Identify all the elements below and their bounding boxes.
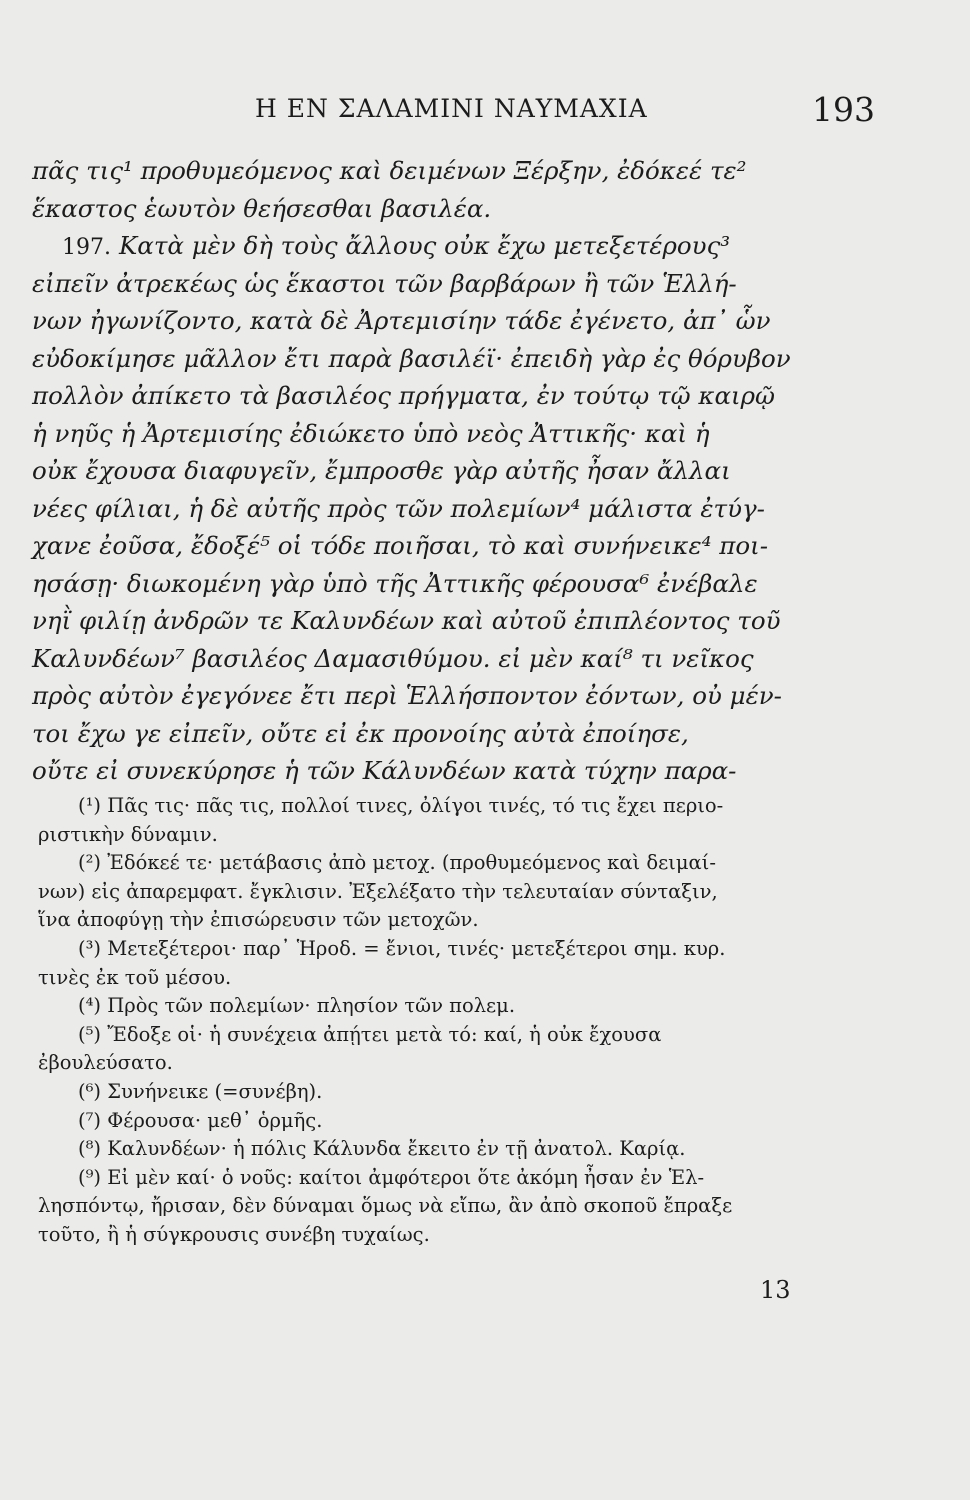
footnotes: [38, 792, 848, 1250]
text-line-content: Κατὰ μὲν δὴ τοὺς ἄλλους οὐκ ἔχω μετεξετέρους³: [118, 231, 731, 260]
footnote-line: (⁴) Πρὸς τῶν πολεμίων· πλησίον τῶν πολεμ.: [78, 994, 516, 1018]
footnote-line: (²) Ἐδόκεέ τε· μετάβασις ἀπὸ μετοχ. (προθυμεόμενος καὶ δειμαί-: [78, 851, 716, 875]
footnote-line: ἵνα ἀποφύγῃ τὴν ἐπισώρευσιν τῶν μετοχῶν.: [38, 908, 479, 932]
footnote-line: ἐβουλεύσατο.: [38, 1051, 173, 1075]
footnote-line: (³) Μετεξέτεροι· παρ᾿ Ἡροδ. = ἔνιοι, τινές· μετεξέτεροι σημ. κυρ.: [78, 936, 726, 960]
text-line: νηῒ φιλίῃ ἀνδρῶν τε Καλυνδέων καὶ αὐτοῦ ἐπιπλέοντος τοῦ: [32, 606, 781, 635]
text-line: νων ἠγωνίζοντο, κατὰ δὲ Ἀρτεμισίην τάδε ἐγένετο, ἀπ᾿ ὧν: [32, 306, 771, 335]
chapter-number: 197.: [62, 235, 111, 260]
footnote-line: ριστικὴν δύναμιν.: [38, 822, 218, 846]
footnote-line: τοῦτο, ἢ ἡ σύγκρουσις συνέβη τυχαίως.: [38, 1222, 430, 1246]
footnote-line: νων) εἰς ἀπαρεμφατ. ἔγκλισιν. Ἐξελέξατο τὴν τελευταίαν σύνταξιν,: [38, 879, 718, 903]
signature-mark: 13: [760, 1276, 791, 1304]
text-line: εὐδοκίμησε μᾶλλον ἔτι παρὰ βασιλέϊ· ἐπειδὴ γὰρ ἐς θόρυβον: [32, 343, 791, 373]
page-number: 193: [812, 90, 875, 129]
text-line: ἡ νηῦς ἡ Ἀρτεμισίης ἐδιώκετο ὑπὸ νεὸς Ἀττικῆς· καὶ ἡ: [32, 418, 710, 448]
footnote-line: (⁹) Εἰ μὲν καί· ὁ νοῦς: καίτοι ἀμφότεροι ὅτε ἀκόμη ἦσαν ἐν Ἑλ-: [78, 1165, 705, 1189]
footnote-line: τινὲς ἐκ τοῦ μέσου.: [38, 965, 232, 989]
text-line: Καλυνδέων⁷ βασιλέος Δαμασιθύμου. εἰ μὲν καί⁸ τι νεῖκος: [32, 643, 754, 673]
text-line: [32, 227, 862, 265]
footnote-line: (⁶) Συνήνεικε (=συνέβη).: [78, 1079, 323, 1103]
footnote-line: λησπόντῳ, ἤρισαν, δὲν δύναμαι ὅμως νὰ εἴπω, ἂν ἀπὸ σκοποῦ ἔπραξε: [38, 1194, 733, 1218]
text-line: οὔτε εἰ συνεκύρησε ἡ τῶν Κάλυνδέων κατὰ τύχην παρα-: [32, 756, 737, 785]
text-line: χανε ἐοῦσα, ἔδοξέ⁵ οἱ τόδε ποιῆσαι, τὸ καὶ συνήνεικε⁴ ποι-: [32, 531, 768, 560]
text-line: πρὸς αὐτὸν ἐγεγόνεε ἔτι περὶ Ἑλλήσποντον ἐόντων, οὐ μέν-: [32, 681, 782, 710]
text-line: οὐκ ἔχουσα διαφυγεῖν, ἔμπροσθε γὰρ αὐτῆς ἦσαν ἄλλαι: [32, 456, 731, 485]
footnote-line: (⁸) Καλυνδέων· ἡ πόλις Κάλυνδα ἔκειτο ἐν τῇ ἀνατολ. Καρίᾳ.: [78, 1137, 686, 1161]
footnote-line: (⁷) Φέρουσα· μεθ᾿ ὁρμῆς.: [78, 1108, 323, 1132]
text-line: πᾶς τις¹ προθυμεόμενος καὶ δειμένων Ξέρξην, ἐδόκεέ τε²: [32, 156, 747, 185]
main-text: [32, 152, 862, 790]
text-line: ἕκαστος ἑωυτὸν θεήσεσθαι βασιλέα.: [32, 193, 492, 223]
page-header: [0, 88, 970, 138]
footnote-line: (⁵) Ἔδοξε οἱ· ἡ συνέχεια ἀπῄτει μετὰ τό: καί, ἡ οὐκ ἔχουσα: [78, 1022, 662, 1046]
footnote-line: (¹) Πᾶς τις· πᾶς τις, πολλοί τινες, ὀλίγοι τινές, τό τις ἔχει περιο-: [78, 794, 724, 817]
text-line: πολλὸν ἀπίκετο τὰ βασιλέος πρήγματα, ἐν τούτῳ τῷ καιρῷ: [32, 381, 775, 410]
text-line: νέες φίλιαι, ἡ δὲ αὐτῆς πρὸς τῶν πολεμίων⁴ μάλιστα ἐτύγ-: [32, 493, 765, 523]
text-line: εἰπεῖν ἀτρεκέως ὡς ἕκαστοι τῶν βαρβάρων ἢ τῶν Ἑλλή-: [32, 268, 737, 298]
text-line: τοι ἔχω γε εἰπεῖν, οὔτε εἰ ἐκ προνοίης αὐτὰ ἐποίησε,: [32, 718, 689, 748]
running-title: Η ΕΝ ΣΑΛΑΜΙΝΙ ΝΑΥΜΑΧΙΑ: [255, 94, 648, 123]
text-line: ησάσῃ· διωκομένη γὰρ ὑπὸ τῆς Ἀττικῆς φέρουσα⁶ ἐνέβαλε: [32, 568, 758, 598]
